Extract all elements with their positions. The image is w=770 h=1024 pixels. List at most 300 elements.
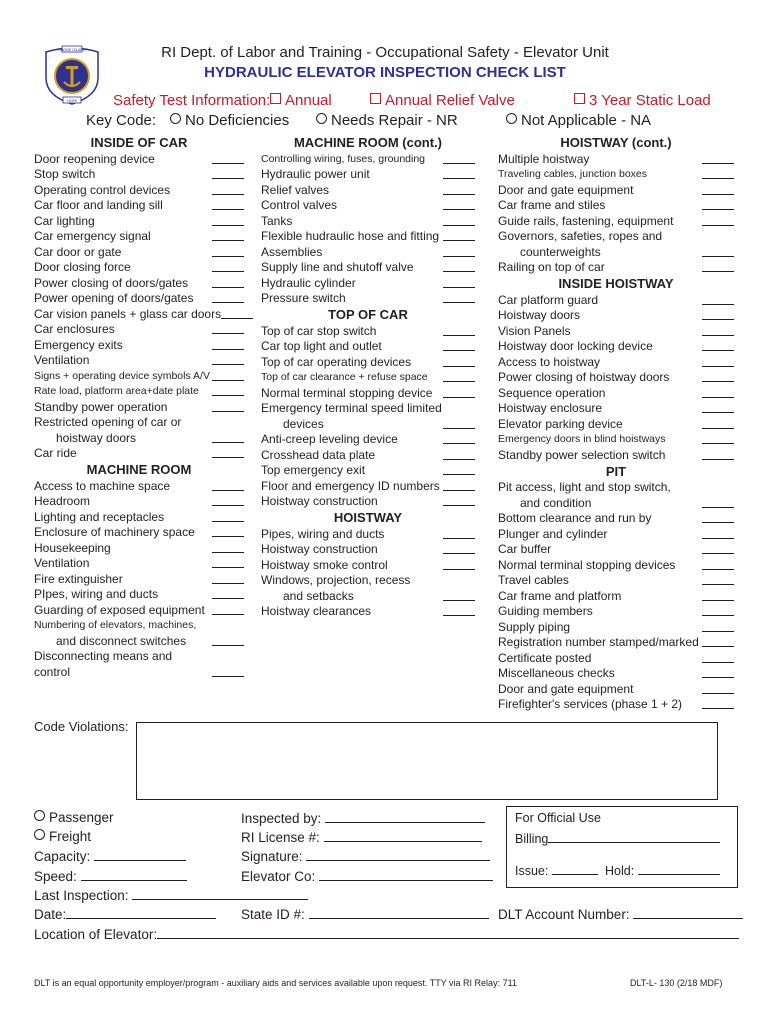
elevator-co-field[interactable]: Elevator Co: [241,868,493,884]
checklist-item [498,167,734,183]
checklist-item-entry[interactable] [212,384,244,396]
checklist-item-entry[interactable] [212,556,244,568]
checklist-item-label: Hoistway clearances [261,604,372,618]
checklist-item-entry[interactable] [702,604,734,616]
checklist-item-label: and condition [520,495,592,510]
annual-relief-valve-option[interactable]: Annual Relief Valve [370,92,515,109]
checklist-item [498,213,734,229]
checklist-item [498,401,734,417]
checklist-item-entry[interactable] [443,417,475,429]
checklist-item [261,416,475,432]
checklist-item [34,664,244,680]
checklist-item [498,526,734,542]
checklist-item [261,573,475,589]
checklist-item [498,447,734,463]
checklist-item-label: Power closing of doors/gates [34,275,189,290]
checklist-item-label: Floor and emergency ID numbers [261,478,440,493]
checklist-item [498,697,734,713]
column-inside-car-machine-room [34,134,244,680]
checklist-item-entry[interactable] [212,322,244,334]
key-not-applicable: Not Applicable - NA [506,112,651,129]
checklist-item-entry[interactable] [443,229,475,241]
key-no-deficiencies: No Deficiencies [170,112,289,129]
checklist-item-entry[interactable] [702,635,734,647]
three-year-static-load-option[interactable]: 3 Year Static Load [574,92,711,109]
circle-icon [506,113,517,124]
checklist-item-entry[interactable] [212,152,244,164]
checklist-item [498,198,734,214]
checklist-item [498,573,734,589]
checklist-item-entry[interactable] [212,603,244,615]
checklist-item-label: Hoistway construction [261,494,378,508]
checklist-item-entry[interactable] [702,386,734,398]
checklist-item-entry[interactable] [212,229,244,241]
checklist-item [261,370,475,386]
checklist-item-label: Guide rails, fastening, equipment [498,213,674,228]
checklist-item-label: Certificate posted [498,650,592,665]
checklist-item [261,385,475,401]
checklist-item-label: Windows, projection, recess [261,573,411,587]
checklist-item [34,587,244,603]
capacity-field[interactable]: Capacity: [34,848,186,864]
checklist-item-entry[interactable] [702,183,734,195]
checklist-item-entry[interactable] [443,479,475,491]
checklist-item [34,556,244,572]
checklist-item [498,681,734,697]
circle-icon [170,113,181,124]
checklist-item [34,260,244,276]
checklist-item-entry[interactable] [443,183,475,195]
checklist-item-label: and disconnect switches [56,633,187,648]
checklist-item-label: Car frame and stiles [498,198,606,212]
checklist-item-entry[interactable] [443,355,475,367]
checklist-item-label: Rate load, platform area+date plate [34,385,199,397]
checklist-item-entry[interactable] [443,527,475,539]
checklist-item [498,588,734,604]
key-needs-repair: Needs Repair - NR [316,112,458,129]
checklist-item-entry[interactable] [212,338,244,350]
official-use-title: For Official Use [515,811,601,825]
checklist-item-label: Enclosure of machinery space [34,525,195,539]
checklist-item-entry[interactable] [702,198,734,210]
checklist-item [261,401,475,417]
billing-field[interactable]: Billing [515,830,720,846]
safety-test-label: Safety Test Information: [113,92,271,109]
checklist-item-label: Operating control devices [34,182,171,197]
checklist-item [34,525,244,541]
checklist-item-label: Restricted opening of car or [34,415,182,429]
checklist-item [34,244,244,260]
code-violations-box[interactable] [136,722,718,800]
checklist-item-entry[interactable] [443,558,475,570]
last-inspection-field[interactable]: Last Inspection: [34,887,308,903]
checklist-item-entry[interactable] [212,291,244,303]
checklist-item [261,557,475,573]
section-heading-hoistway: HOISTWAY [333,510,403,525]
checklist-item-entry[interactable] [212,353,244,365]
annual-checkbox[interactable] [270,93,281,104]
checklist-item-entry[interactable] [443,276,475,288]
checklist-item [34,494,244,510]
checklist-item-entry[interactable] [702,666,734,678]
checklist-item-entry[interactable] [212,369,244,381]
checklist-item-entry[interactable] [702,496,734,508]
checklist-item-entry[interactable] [702,620,734,632]
checklist-item-label: Signs + operating device symbols A/V [34,369,210,382]
checklist-item [498,604,734,620]
checklist-item [261,167,475,183]
checklist-item-entry[interactable] [212,167,244,179]
checklist-item-label: Door closing force [34,260,131,274]
checklist-item [261,182,475,198]
checklist-item-entry[interactable] [212,400,244,412]
checklist-item-entry[interactable] [212,260,244,272]
passenger-radio[interactable] [34,810,45,821]
checklist-item-entry[interactable] [702,589,734,601]
checklist-item [498,323,734,339]
official-use-box [506,806,738,888]
checklist-item [34,229,244,245]
checklist-item [498,480,734,496]
checklist-item-entry[interactable] [443,494,475,506]
checklist-item [34,275,244,291]
checklist-item-label: Ventilation [34,556,90,570]
checklist-item [261,198,475,214]
checklist-item-entry[interactable] [702,448,734,460]
checklist-item-label: Top emergency exit [261,463,366,477]
checklist-item-entry[interactable] [702,401,734,413]
checklist-item [498,542,734,558]
checklist-item-label: Disconnecting means and [34,649,173,663]
form-title: HYDRAULIC ELEVATOR INSPECTION CHECK LIST [204,64,566,81]
checklist-item [34,446,244,462]
location-field[interactable]: Location of Elevator: [34,926,739,942]
checklist-item-entry[interactable] [212,541,244,553]
checklist-item-entry[interactable] [443,370,475,382]
checklist-item-entry[interactable] [212,572,244,584]
section-heading-machine-room-cont: MACHINE ROOM (cont.) [293,135,443,150]
checklist-item-entry[interactable] [212,214,244,226]
checklist-item-label: hoistway doors [56,430,137,445]
checklist-item-entry[interactable] [702,432,734,444]
section-heading-machine-room: MACHINE ROOM [86,462,192,477]
checklist-item-entry[interactable] [702,542,734,554]
checklist-item [261,463,475,479]
checklist-item-label: Housekeeping [34,540,111,555]
section-heading-inside-hoistway: INSIDE HOISTWAY [558,276,674,291]
checklist-item [498,635,734,651]
checklist-item [34,368,244,384]
checklist-item-entry[interactable] [212,183,244,195]
checklist-item-entry[interactable] [702,152,734,164]
checklist-item-entry[interactable] [212,276,244,288]
checklist-item-label: Numbering of elevators, machines, [34,619,197,631]
checklist-item-entry[interactable] [212,525,244,537]
checklist-item [261,526,475,542]
dlt-account-number-field[interactable]: DLT Account Number: [498,906,743,922]
checklist-item [34,337,244,353]
checklist-item [261,432,475,448]
checklist-item-entry[interactable] [443,260,475,272]
checklist-item [498,432,734,448]
checklist-item-label: Top of car clearance + refuse space [261,371,428,383]
checklist-item-label: Car door or gate [34,244,122,259]
checklist-item [261,494,475,510]
svg-text:RHODE ISLAND: RHODE ISLAND [58,48,86,52]
checklist-item-entry[interactable] [702,511,734,523]
checklist-item-entry[interactable] [702,527,734,539]
checklist-item-entry[interactable] [212,479,244,491]
checklist-item [498,244,734,260]
checklist-item-label: Emergency exits [34,337,123,352]
checklist-item-label: Emergency terminal speed limited [261,401,442,415]
checklist-item-label: Power opening of doors/gates [34,291,194,305]
checklist-item-entry[interactable] [443,167,475,179]
checklist-item-label: Controlling wiring, fuses, grounding [261,152,426,165]
checklist-item-entry[interactable] [702,214,734,226]
checklist-item-entry[interactable] [443,339,475,351]
passenger-option[interactable]: Passenger [34,810,114,825]
checklist-item-label: Emergency doors in blind hoistways [498,433,666,445]
checklist-item-label: Car platform guard [498,292,599,307]
checklist-item-entry[interactable] [443,245,475,257]
checklist-item-entry[interactable] [212,446,244,458]
hold-field[interactable]: Hold: [605,862,720,878]
checklist-item [498,495,734,511]
checklist-item [34,571,244,587]
checklist-item-label: Access to machine space [34,478,171,493]
checklist-item [261,229,475,245]
checklist-item [34,618,244,634]
checklist-item [498,151,734,167]
checklist-item [498,354,734,370]
checklist-item-entry[interactable] [443,589,475,601]
checklist-item-entry[interactable] [702,167,734,179]
annual-relief-valve-checkbox[interactable] [370,93,381,104]
checklist-item-entry[interactable] [443,542,475,554]
checklist-item-label: Pit access, light and stop switch, [498,480,671,494]
checklist-item-label: Bottom clearance and run by [498,511,652,525]
date-field[interactable]: Date: [34,906,216,922]
checklist-item-entry[interactable] [702,355,734,367]
key-code-label: Key Code: [86,112,157,129]
checklist-item-label: Fire extinguisher [34,571,123,586]
checklist-item-label: Vision Panels [498,323,571,338]
checklist-item-entry[interactable] [702,370,734,382]
column-machine-room-top-of-car [261,134,475,619]
signature-field[interactable]: Signature: [241,848,490,864]
checklist-item [34,509,244,525]
checklist-item-label: Door and gate equipment [498,681,634,696]
checklist-item [498,511,734,527]
checklist-item-label: Pressure switch [261,291,346,305]
freight-option[interactable]: Freight [34,829,91,844]
checklist-item [34,167,244,183]
checklist-item-entry[interactable] [702,651,734,663]
checklist-item-entry[interactable] [443,448,475,460]
checklist-item-label: Pipes, wiring and ducts [261,526,385,541]
checklist-item-entry[interactable] [212,665,244,677]
checklist-item-entry[interactable] [212,431,244,443]
checklist-item-entry[interactable] [443,386,475,398]
checklist-item-entry[interactable] [443,432,475,444]
checklist-item-label: Stop switch [34,167,96,181]
checklist-item-label: Tanks [261,213,293,228]
checklist-item-label: PIpes, wiring and ducts [34,587,159,601]
checklist-item-label: Top of car stop switch [261,323,377,338]
checklist-item-entry[interactable] [212,634,244,646]
checklist-item [261,151,475,167]
checklist-item [498,260,734,276]
checklist-item [498,339,734,355]
checklist-item-label: Hoistway door locking device [498,339,653,353]
checklist-item-label: Car enclosures [34,322,115,336]
checklist-item-label: Registration number stamped/marked [498,635,699,649]
checklist-item-label: Car buffer [498,542,552,556]
checklist-item-label: Lighting and receptacles [34,509,165,524]
checklist-item-label: Plunger and cylinder [498,526,608,541]
checklist-item [498,182,734,198]
checklist-item [34,198,244,214]
speed-field[interactable]: Speed: [34,868,187,884]
checklist-item-entry[interactable] [443,198,475,210]
checklist-item [34,213,244,229]
freight-radio[interactable] [34,829,45,840]
svg-text:HOPE: HOPE [67,99,77,103]
checklist-item-entry[interactable] [702,573,734,585]
checklist-item-label: Car floor and landing sill [34,198,163,212]
ri-license-field[interactable]: RI License #: [241,829,482,845]
checklist-item [34,353,244,369]
checklist-item [261,478,475,494]
checklist-item-label: Standby power selection switch [498,447,666,462]
checklist-item [261,604,475,620]
checklist-item [261,291,475,307]
checklist-item-label: Flexible hudraulic hose and fitting [261,229,440,243]
checklist-item-entry[interactable] [702,682,734,694]
checklist-item-entry[interactable] [702,339,734,351]
checklist-item-label: Power closing of hoistway doors [498,370,670,384]
checklist-item-label: counterweights [520,244,601,259]
checklist-item [498,385,734,401]
checklist-item [498,650,734,666]
checklist-item-label: Normal terminal stopping device [261,385,433,400]
form-number: DLT-L- 130 (2/18 MDF) [630,978,723,988]
checklist-item-entry[interactable] [702,417,734,429]
checklist-item-entry[interactable] [221,307,253,319]
checklist-item-label: Elevator parking device [498,416,623,431]
checklist-item-entry[interactable] [443,152,475,164]
section-heading-hoistway-cont: HOISTWAY (cont.) [560,135,672,150]
checklist-item [498,229,734,245]
checklist-item-label: Access to hoistway [498,354,601,369]
checklist-item [261,323,475,339]
checklist-item [34,306,244,322]
checklist-item-label: Car top light and outlet [261,339,382,353]
checklist-item-entry[interactable] [212,510,244,522]
checklist-item-label: Relief valves [261,182,330,197]
checklist-item-label: Supply piping [498,619,571,634]
checklist-item-entry[interactable] [212,245,244,257]
checklist-item-label: Assemblies [261,244,323,259]
checklist-item-label: Anti-creep leveling device [261,432,398,446]
checklist-item-entry[interactable] [212,198,244,210]
checklist-item [261,447,475,463]
checklist-item-entry[interactable] [443,604,475,616]
section-heading-top-of-car: TOP OF CAR [328,307,408,322]
checklist-item-label: control [34,664,71,679]
section-heading-pit: PIT [605,463,627,479]
checklist-item-label: Door and gate equipment [498,182,634,197]
checklist-item [498,308,734,324]
checklist-item-entry[interactable] [443,463,475,475]
checklist-item-label: Car ride [34,446,77,460]
code-violations-label: Code Violations: [34,719,129,734]
checklist-item-entry[interactable] [443,214,475,226]
checklist-item-label: Governors, safeties, ropes and [498,229,663,243]
annual-option[interactable]: Annual [270,92,332,109]
checklist-item-label: Ventilation [34,353,90,367]
checklist-item-label: and setbacks [283,588,354,603]
checklist-item [34,151,244,167]
checklist-item-entry[interactable] [702,245,734,257]
checklist-item-entry[interactable] [443,324,475,336]
checklist-item-entry[interactable] [443,291,475,303]
checklist-item-label: Miscellaneous checks [498,666,615,680]
inspected-by-field[interactable]: Inspected by: [241,810,485,826]
checklist-item-entry[interactable] [702,293,734,305]
checklist-item-entry[interactable] [212,587,244,599]
checklist-item [34,633,244,649]
checklist-item-label: Hoistway doors [498,308,581,322]
checklist-item-entry[interactable] [702,697,734,709]
checklist-item-label: Hydraulic power unit [261,167,370,181]
checklist-item-entry[interactable] [702,558,734,570]
checklist-item-label: Car vision panels + glass car doors [34,306,222,321]
checklist-item [34,478,244,494]
issue-field[interactable]: Issue: [515,862,598,878]
checklist-item [261,588,475,604]
three-year-static-load-checkbox[interactable] [574,93,585,104]
checklist-item-entry[interactable] [702,260,734,272]
checklist-item-label: Car lighting [34,213,95,228]
checklist-item-label: Car emergency signal [34,229,151,243]
department-heading: RI Dept. of Labor and Training - Occupational Safety - Elevator Unit [161,44,609,61]
checklist-item [498,619,734,635]
state-id-field[interactable]: State ID #: [241,906,489,922]
checklist-item-label: Railing on top of car [498,260,605,274]
checklist-item-label: Headroom [34,494,91,508]
checklist-item-label: Top of car operating devices [261,354,412,369]
checklist-item [34,182,244,198]
section-heading-inside-of-car: INSIDE OF CAR [90,135,188,150]
checklist-item-entry[interactable] [702,308,734,320]
checklist-item [498,292,734,308]
checklist-item-label: Hoistway enclosure [498,401,603,415]
checklist-item-label: devices [283,416,324,431]
checklist-item [498,666,734,682]
checklist-item-label: Normal terminal stopping devices [498,557,676,572]
checklist-item-entry[interactable] [702,324,734,336]
checklist-item-label: Crosshead data plate [261,447,376,462]
checklist-item [261,339,475,355]
checklist-item-label: Traveling cables, junction boxes [498,168,648,180]
checklist-item [34,649,244,665]
checklist-item [34,399,244,415]
checklist-item-entry[interactable] [212,494,244,506]
checklist-item [261,260,475,276]
checklist-item [498,557,734,573]
